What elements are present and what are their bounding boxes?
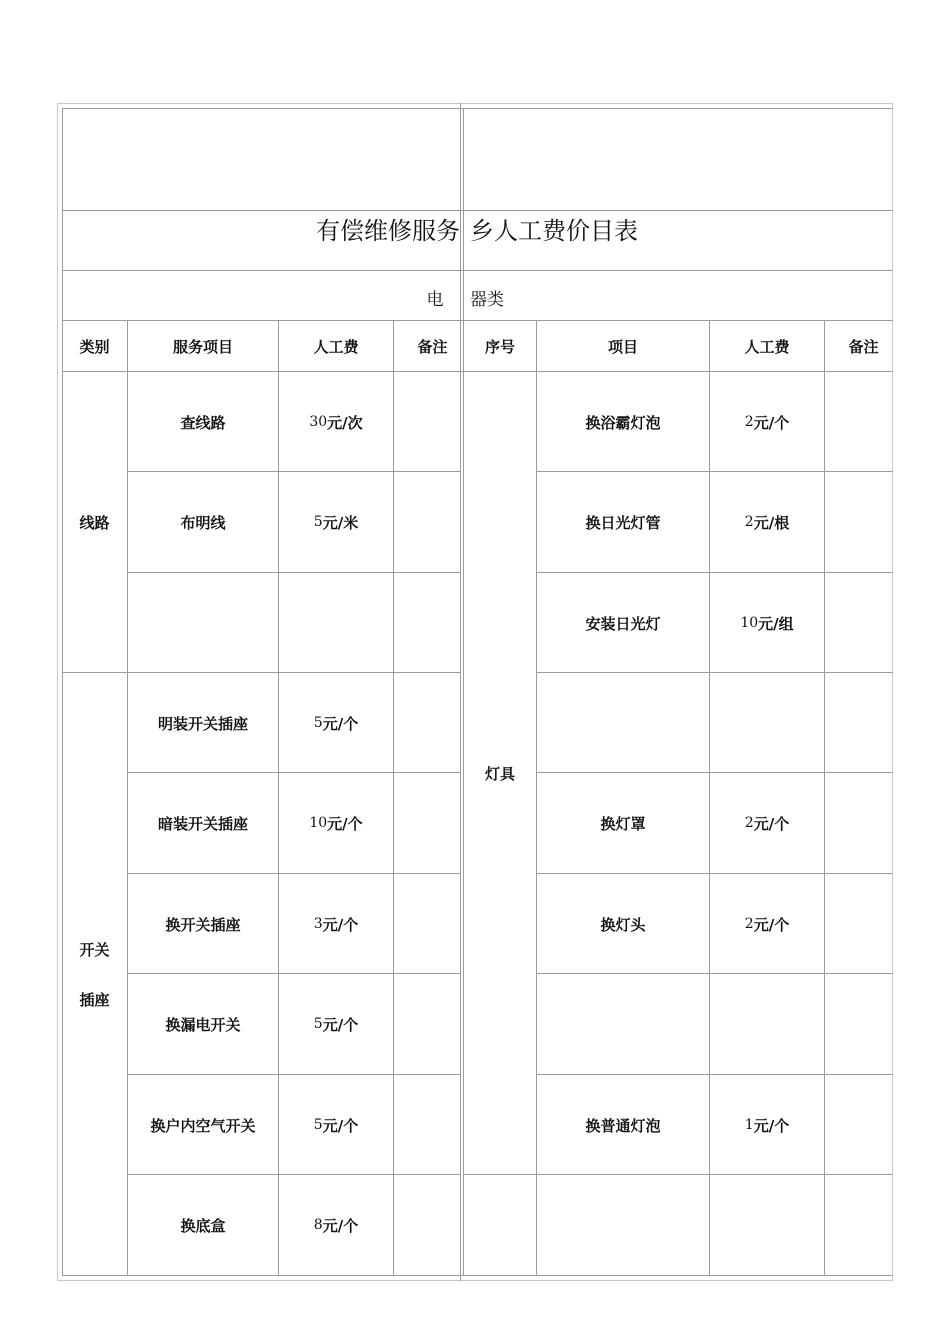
right-row-fee: 2 元/个 [744, 814, 790, 833]
left-row-item: 换户内空气开关 [150, 1116, 256, 1135]
header-remarks: 备注 [417, 337, 448, 356]
right-row-item: 换灯罩 [600, 814, 646, 833]
left-row-fee: 3 元/个 [313, 915, 359, 934]
header-remarks-right: 备注 [848, 337, 879, 356]
header-labor-fee: 人工费 [313, 337, 359, 356]
header-serial-no: 序号 [484, 337, 515, 356]
left-row-item: 查线路 [180, 413, 226, 432]
header-service-item: 服务项目 [172, 337, 233, 356]
category-switch-socket [62, 925, 127, 1025]
header-category: 类别 [79, 337, 110, 356]
title-left: 有偿维修服务 [316, 216, 460, 245]
left-row-fee: 10 元/个 [309, 814, 363, 833]
header-labor-fee-right: 人工费 [744, 337, 790, 356]
left-row-fee: 8 元/个 [313, 1216, 359, 1235]
right-row-item: 换浴霸灯泡 [585, 413, 661, 432]
left-row-fee: 30 元/次 [309, 413, 363, 432]
right-row-fee: 10 元/组 [740, 614, 794, 633]
left-row-item: 换开关插座 [165, 915, 241, 934]
right-row-item: 换日光灯管 [585, 513, 661, 532]
section-label-left: 电 [426, 289, 444, 310]
category-lamps: 灯具 [484, 765, 515, 783]
right-row-item: 安装日光灯 [585, 614, 661, 633]
title-right: 乡人工费价目表 [470, 216, 638, 245]
category-wiring: 线路 [79, 513, 110, 532]
left-row-item: 换底盒 [180, 1216, 226, 1235]
right-row-fee: 2 元/根 [744, 513, 790, 532]
left-row-fee: 5 元/个 [313, 1015, 359, 1034]
right-row-item: 换普通灯泡 [585, 1116, 661, 1135]
left-row-item: 暗装开关插座 [157, 814, 248, 833]
right-row-fee: 1 元/个 [744, 1116, 790, 1135]
left-row-item: 换漏电开关 [165, 1015, 241, 1034]
left-row-fee: 5 元/个 [313, 1116, 359, 1135]
category-switch-socket-line1: 开关 [79, 941, 110, 959]
right-row-item: 换灯头 [600, 915, 646, 934]
right-row-fee: 2 元/个 [744, 413, 790, 432]
left-row-item: 布明线 [180, 513, 226, 532]
left-row-fee: 5 元/个 [313, 714, 359, 733]
left-row-item: 明装开关插座 [157, 714, 248, 733]
left-row-fee: 5 元/米 [313, 513, 359, 532]
right-row-fee: 2 元/个 [744, 915, 790, 934]
category-switch-socket-line2: 插座 [79, 991, 110, 1009]
header-item: 项目 [607, 337, 638, 356]
section-label-right: 器类 [470, 289, 504, 310]
